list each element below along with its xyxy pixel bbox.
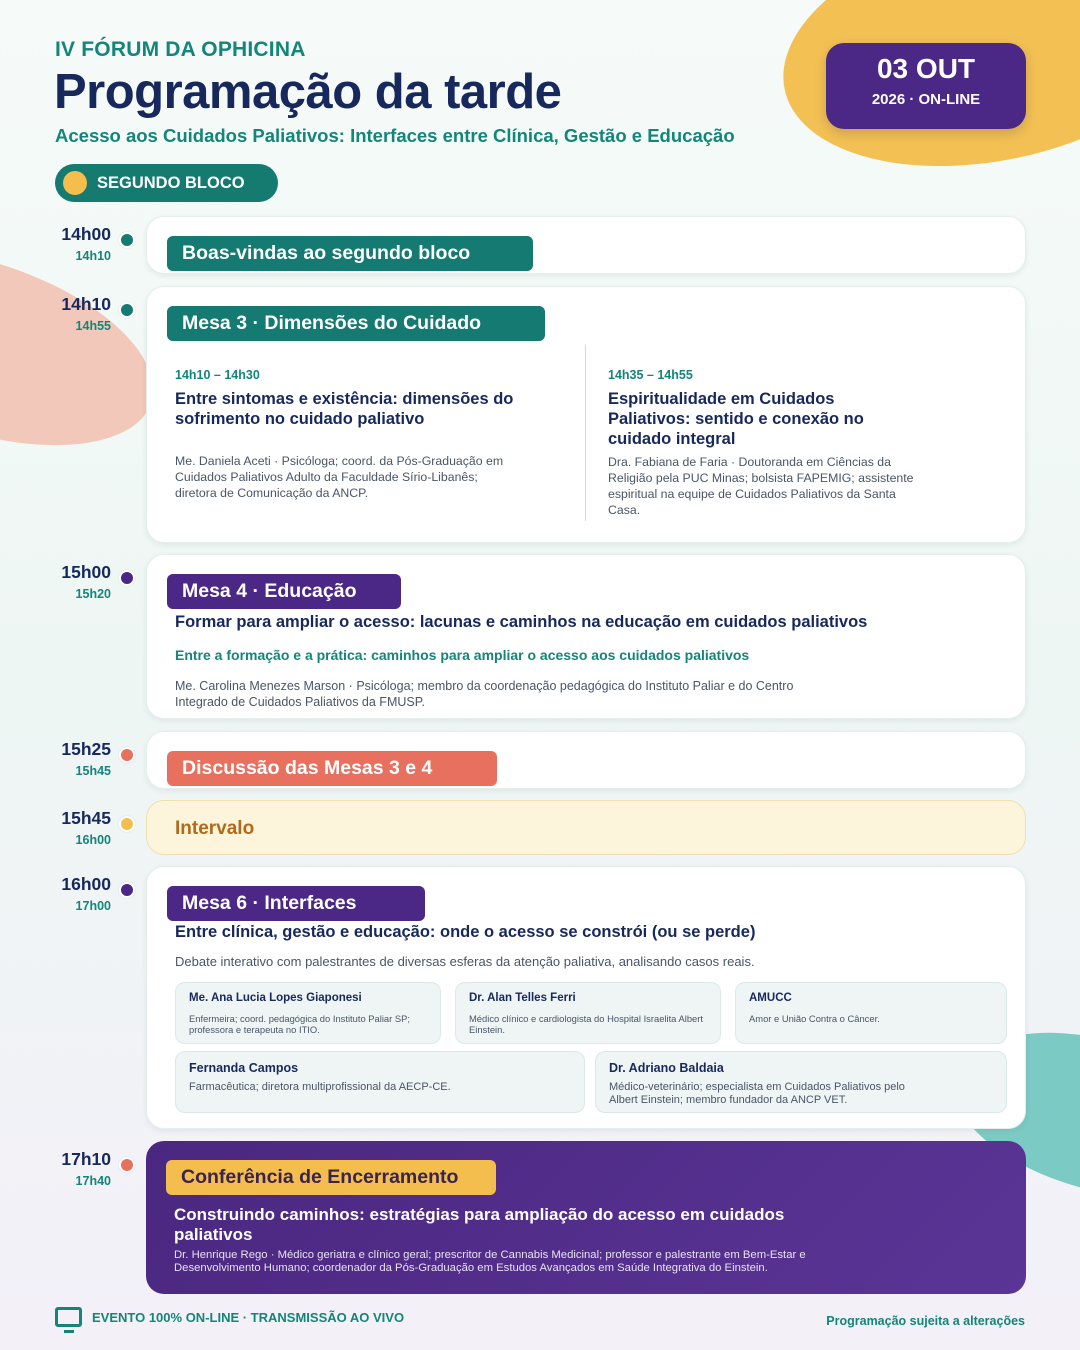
time-end: 15h20: [75, 587, 111, 601]
speaker-card: [455, 982, 721, 1044]
column-divider: [585, 345, 586, 521]
speaker-role: Médico clínico e cardiologista do Hospital Israelita Albert Einstein.: [469, 1013, 703, 1035]
session-tag: Boas-vindas ao segundo bloco: [167, 236, 533, 271]
time-start: 14h10: [61, 294, 111, 314]
speaker-name: Me. Ana Lucia Lopes Giaponesi: [189, 992, 362, 1004]
session-tag: Mesa 6 · Interfaces: [167, 886, 425, 921]
talk-title: Entre sintomas e existência: dimensões do sofrimento no cuidado paliativo: [175, 390, 514, 428]
break-label: Intervalo: [175, 818, 255, 839]
talk-time: 14h35 – 14h55: [608, 368, 693, 382]
session-card-discussion: [146, 731, 1026, 789]
time-end: 14h55: [75, 319, 111, 333]
time-end: 16h00: [75, 833, 111, 847]
speaker-card: [735, 982, 1007, 1044]
session-card-mesa-6: [146, 866, 1026, 1129]
speaker-name: Dr. Adriano Baldaia: [609, 1061, 724, 1075]
session-tag: Mesa 4 · Educação: [167, 574, 401, 609]
session-card-mesa-4: [146, 554, 1026, 719]
time-end: 14h10: [75, 249, 111, 263]
session-title: Entre clínica, gestão e educação: onde o acesso se constrói (ou se perde): [175, 923, 756, 941]
session-title: Construindo caminhos: estratégias para ampliação do acesso em cuidados paliativos: [174, 1205, 785, 1244]
date-badge: [826, 43, 1026, 129]
talk-speaker: Me. Daniela Aceti · Psicóloga; coord. da Pós-Graduação em Cuidados Paliativos Adulto da Faculdade Sírio-Libanês; diretora de Comunicação da ANCP.: [175, 454, 504, 500]
timeline-dot-icon: [119, 232, 135, 248]
speaker-card: [595, 1051, 1007, 1113]
time-slot: [40, 1149, 111, 1188]
speaker-name: AMUCC: [749, 992, 792, 1004]
date-day: 03 OUT: [876, 53, 976, 84]
timeline-dot-icon: [119, 816, 135, 832]
time-slot: [40, 739, 111, 778]
footer-left-text: EVENTO 100% ON-LINE · TRANSMISSÃO AO VIVO: [92, 1309, 405, 1325]
time-start: 15h00: [61, 562, 111, 582]
timeline-dot-icon: [119, 1157, 135, 1173]
time-slot: [40, 874, 111, 913]
speaker-role: Amor e União Contra o Câncer.: [749, 1013, 880, 1024]
session-tag: Conferência de Encerramento: [166, 1160, 496, 1195]
time-slot: [40, 808, 111, 847]
monitor-icon: [55, 1307, 82, 1327]
block-pill: [55, 164, 278, 202]
talk-time: 14h10 – 14h30: [175, 368, 260, 382]
page-title: Programação da tarde: [54, 65, 562, 119]
speaker-role: Farmacêutica; diretora multiprofissional da AECP-CE.: [189, 1081, 451, 1093]
speaker-role: Enfermeira; coord. pedagógica do Instituto Paliar SP; professora e terapeuta no ITIO.: [189, 1013, 410, 1035]
session-card-mesa-3: [146, 286, 1026, 543]
speaker-role: Médico-veterinário; especialista em Cuidados Paliativos pelo Albert Einstein; membro fundador da ANCP VET.: [609, 1081, 905, 1106]
session-title: Formar para ampliar o acesso: lacunas e caminhos na educação em cuidados paliativos: [175, 613, 868, 631]
time-slot: [40, 224, 111, 263]
talk-column: [608, 368, 918, 518]
session-card-closing: [146, 1141, 1026, 1294]
talk-title: Espiritualidade em Cuidados Paliativos: sentido e conexão no cuidado integral: [608, 390, 864, 448]
timeline-dot-icon: [119, 302, 135, 318]
time-start: 15h25: [61, 739, 111, 759]
time-start: 15h45: [61, 808, 111, 828]
talk-speaker: Dra. Fabiana de Faria · Doutoranda em Ciências da Religião pela PUC Minas; bolsista FAPEMIG; assistente espiritual na equipe de Cuidados Paliativos da Santa Casa.: [608, 455, 914, 517]
time-end: 17h40: [75, 1174, 111, 1188]
talk-column: [175, 368, 515, 501]
time-slot: [40, 294, 111, 333]
block-label: SEGUNDO BLOCO: [97, 174, 245, 192]
block-dot-icon: [63, 171, 87, 195]
session-card-break: [146, 800, 1026, 855]
footer-disclaimer: Programação sujeita a alterações: [826, 1314, 1025, 1328]
time-end: 15h45: [75, 764, 111, 778]
session-subtitle: Entre a formação e a prática: caminhos para ampliar o acesso aos cuidados paliativos: [175, 647, 750, 663]
session-tag: Mesa 3 · Dimensões do Cuidado: [167, 306, 545, 341]
session-speaker: Dr. Henrique Rego · Médico geriatra e clínico geral; prescritor de Cannabis Medicinal; professor e palestrante em Bem-Estar e Desenvolvimento Humano; coordenador da Pós-Graduação em Estudos Avançados em Saúde Integrativa do Einstein.: [174, 1249, 806, 1274]
page-subtitle: Acesso aos Cuidados Paliativos: Interfaces entre Clínica, Gestão e Educação: [55, 125, 735, 146]
session-speaker: Me. Carolina Menezes Marson · Psicóloga; membro da coordenação pedagógica do Instituto Paliar e do Centro Integrado de Cuidados Paliativos da FMUSP.: [175, 679, 794, 709]
speaker-card: [175, 1051, 585, 1113]
time-start: 17h10: [61, 1149, 111, 1169]
speaker-name: Fernanda Campos: [189, 1061, 299, 1075]
session-description: Debate interativo com palestrantes de diversas esferas da atenção paliativa, analisando casos reais.: [175, 954, 755, 969]
speaker-name: Dr. Alan Telles Ferri: [469, 992, 576, 1004]
footer-online: [55, 1307, 404, 1327]
event-kicker: IV FÓRUM DA OPHICINA: [55, 38, 306, 61]
time-start: 14h00: [61, 224, 111, 244]
timeline-dot-icon: [119, 570, 135, 586]
timeline-dot-icon: [119, 882, 135, 898]
timeline-dot-icon: [119, 747, 135, 763]
session-tag: Discussão das Mesas 3 e 4: [167, 751, 497, 786]
time-end: 17h00: [75, 899, 111, 913]
date-year-mode: 2026 · ON-LINE: [871, 91, 981, 108]
time-start: 16h00: [61, 874, 111, 894]
time-slot: [40, 562, 111, 601]
speaker-card: [175, 982, 441, 1044]
session-card-welcome: [146, 216, 1026, 274]
